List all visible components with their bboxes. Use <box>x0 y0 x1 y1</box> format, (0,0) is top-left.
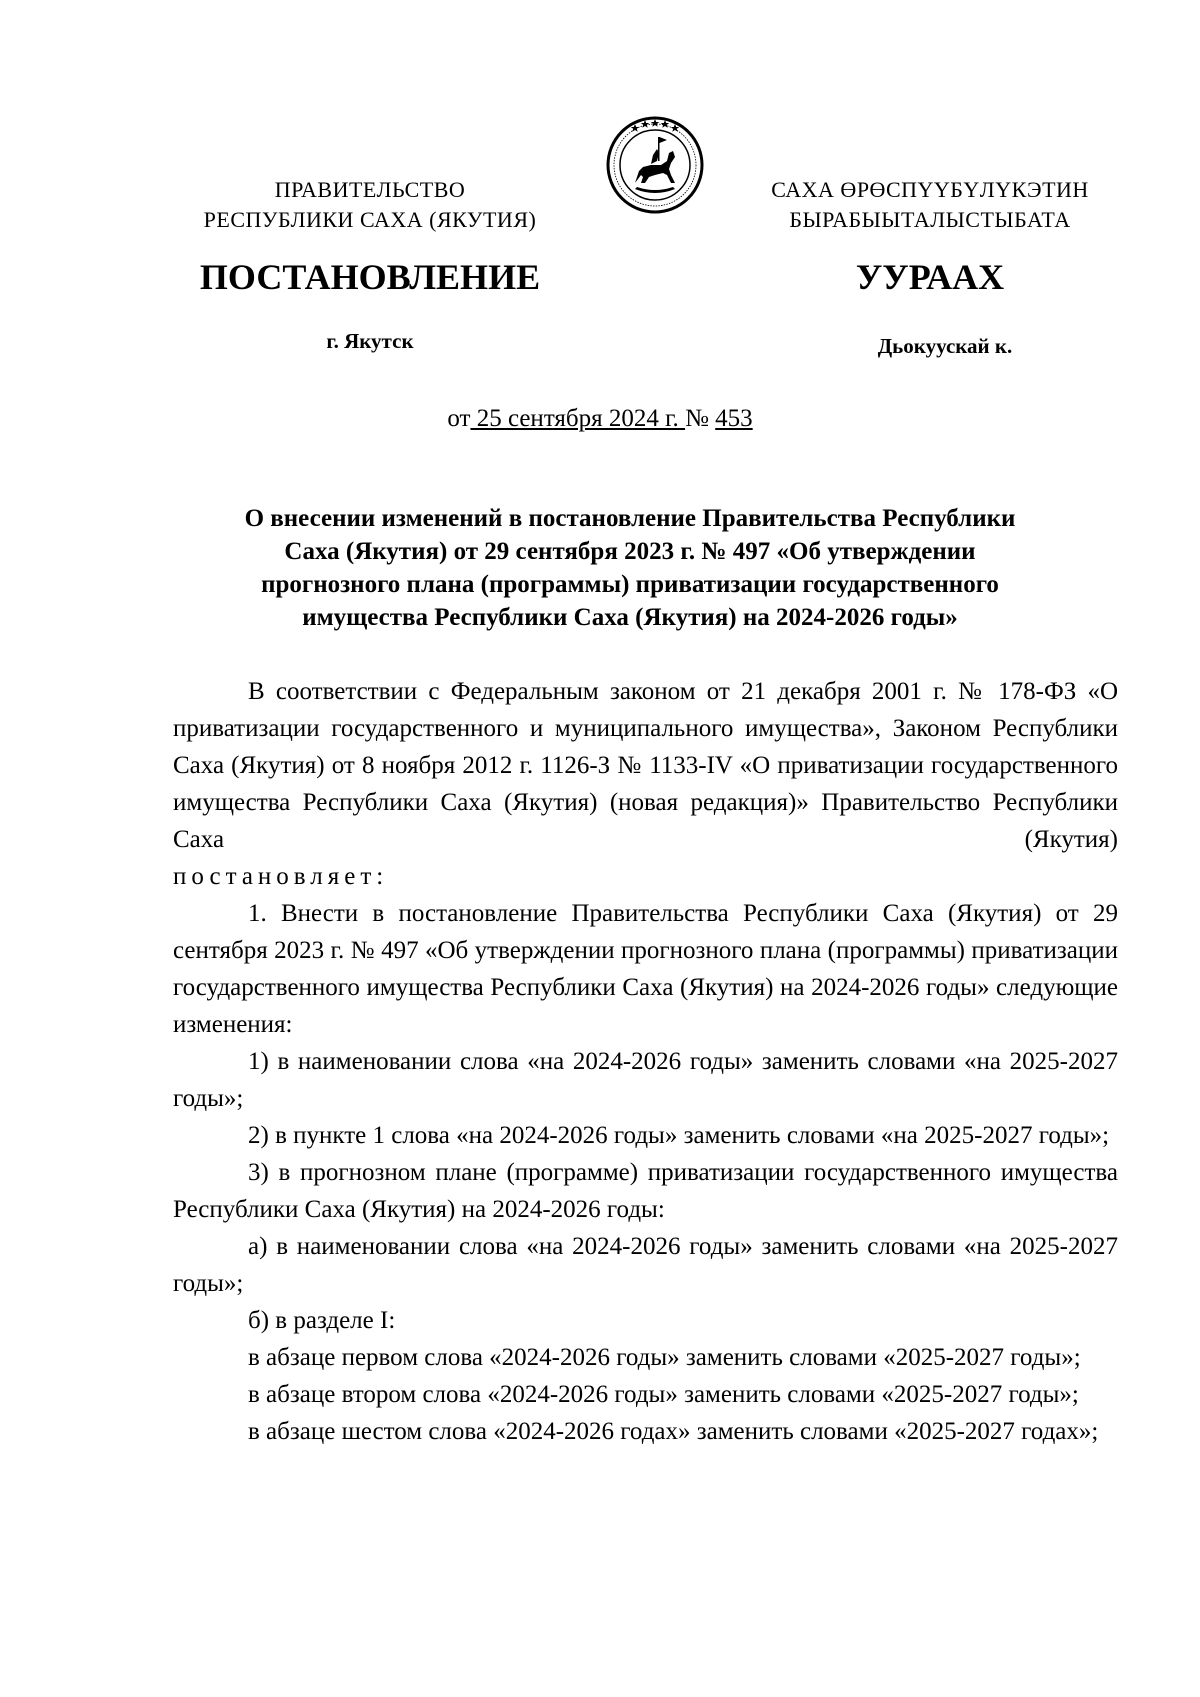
document-body <box>173 673 1118 1450</box>
document-heading-line: О внесении изменений в постановление Правительства Республики <box>244 505 1016 532</box>
paragraph-preamble: В соответствии с Федеральным законом от 21 декабря 2001 г. № 178-ФЗ «О приватизации государственного и муниципального имущества», Законом Республики Саха (Якутия) от 8 ноября 2012 г. 1126-З № 1133-IV «О приватизации государственного имущества Республики Саха (Якутия) (новая редакция)» Правительство Республики Саха (Якутия) <box>173 678 1118 853</box>
date-number-line <box>0 403 1200 435</box>
paragraph-abzac-2: в абзаце втором слова «2024-2026 годы» заменить словами «2025-2027 годы»; <box>248 1381 1079 1408</box>
resolves-word: постановляет: <box>173 863 389 890</box>
decree-number: 453 <box>715 405 753 432</box>
header-right-line2: БЫРАБЫЫТАЛЫСТЫБАТА <box>789 207 1071 232</box>
paragraph-subitem-3: 3) в прогнозном плане (программе) приватизации государственного имущества Республики Саха (Якутия) на 2024-2026 годы: <box>173 1159 1118 1223</box>
city-ru: г. Якутск <box>326 329 414 353</box>
paragraph-abzac-6: в абзаце шестом слова «2024-2026 годах» заменить словами «2025-2027 годах»; <box>248 1418 1099 1445</box>
document-heading-line: имущества Республики Саха (Якутия) на 2024-2026 годы» <box>302 604 958 631</box>
document-heading <box>175 502 1085 634</box>
paragraph-subitem-1: 1) в наименовании слова «на 2024-2026 годы» заменить словами «на 2025-2027 годы»; <box>173 1048 1118 1112</box>
decree-title-sakha: УУРААХ <box>855 257 1005 297</box>
header-right <box>740 175 1120 235</box>
document-heading-line: прогнозного плана (программы) приватизации государственного <box>261 571 999 598</box>
document-heading-line: Саха (Якутия) от 29 сентября 2023 г. № 497 «Об утверждении <box>284 538 976 565</box>
header-right-line1: САХА ӨРӨСПҮҮБҮЛҮКЭТИН <box>771 177 1089 202</box>
header-left <box>150 175 590 235</box>
paragraph-subitem-b: б) в разделе I: <box>248 1307 396 1334</box>
paragraph-subitem-a: а) в наименовании слова «на 2024-2026 годы» заменить словами «на 2025-2027 годы»; <box>173 1233 1118 1297</box>
header-left-line1: ПРАВИТЕЛЬСТВО <box>274 177 466 202</box>
paragraph-resolves <box>173 858 1118 895</box>
paragraph-abzac-1: в абзаце первом слова «2024-2026 годы» заменить словами «2025-2027 годы»; <box>248 1344 1081 1371</box>
header-left-line2: РЕСПУБЛИКИ САХА (ЯКУТИЯ) <box>203 207 537 232</box>
paragraph-item-1: 1. Внести в постановление Правительства Республики Саха (Якутия) от 29 сентября 2023 г. № 497 «Об утверждении прогнозного плана (программы) приватизации государственного имущества Республики Саха (Якутия) на 2024-2026 годы» следующие изменения: <box>173 900 1118 1038</box>
coat-of-arms-emblem <box>605 115 705 215</box>
number-sign: № <box>685 405 716 432</box>
paragraph-subitem-2: 2) в пункте 1 слова «на 2024-2026 годы» заменить словами «на 2025-2027 годы»; <box>248 1122 1110 1149</box>
decree-title-ru: ПОСТАНОВЛЕНИЕ <box>199 257 541 297</box>
city-sakha: Дьокуускай к. <box>877 334 1013 358</box>
decree-date: 25 сентября 2024 г. <box>470 405 686 432</box>
date-prefix: от <box>447 405 471 432</box>
